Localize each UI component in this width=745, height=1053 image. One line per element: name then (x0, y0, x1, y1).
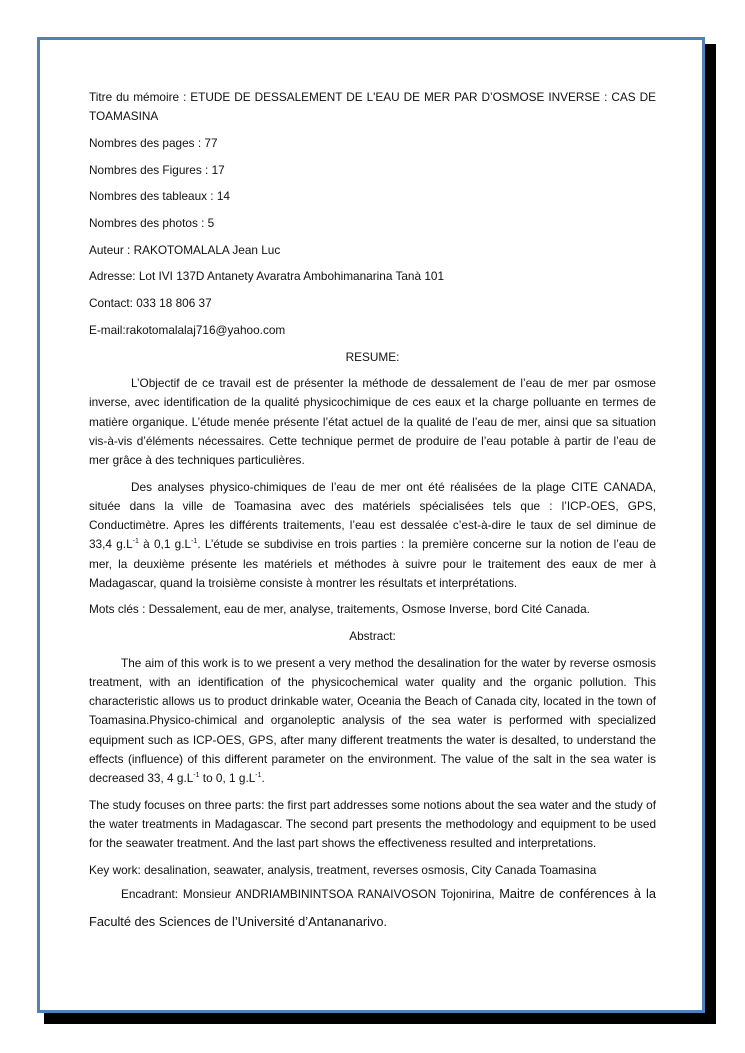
abstract-p1-text-b: to 0, 1 g.L (199, 771, 256, 786)
unit-exponent: -1 (132, 538, 139, 546)
abstract-p1-text-c: . (261, 771, 265, 786)
address: Adresse: Lot IVI 137D Antanety Avaratra Ambohimanarina Tanà 101 (89, 269, 445, 284)
unit-exponent: -1 (193, 772, 200, 780)
thesis-title: Titre du mémoire : ETUDE DE DESSALEMENT DE L'EAU DE MER PAR D’OSMOSE INVERSE : CAS DE TOAMASINA (89, 90, 656, 124)
resume-p2-text-a: Des analyses physico-chimiques de l’eau de mer ont été réalisées de la plage CITE CANADA, située dans la ville de Toamasina avec des matériels spécialisées tels que : l’ICP-OES, GPS, Conductimètre. Apres les différents traitements, l’eau est dessalée c’est-à-dire le taux de sel diminue de 33,4 g.L (89, 479, 656, 552)
abstract-paragraph-2: The study focuses on three parts: the first part addresses some notions about the sea water and the study of the water treatments in Madagascar. The second part presents the methodology and equipment to be used for the seawater treatment. And the last part shows the effectiveness resulted and interpretations. (89, 797, 656, 851)
photo-count: Nombres des photos : 5 (89, 216, 215, 231)
abstract-heading: Abstract: (349, 629, 396, 644)
supervisor (89, 880, 656, 936)
figure-count: Nombres des Figures : 17 (89, 162, 225, 177)
supervisor-title: Maitre de conférences à la Faculté des Sciences de l’Université d’Antananarivo. (89, 886, 656, 930)
supervisor-label: Encadrant: Monsieur ANDRIAMBININTSOA RANAIVOSON Tojonirina, (121, 887, 500, 902)
resume-paragraph-1: L’Objectif de ce travail est de présenter la méthode de dessalement de l’eau de mer par osmose inverse, avec identification de la qualité physicochimique de ces eaux et la charge polluante en termes de matière organique. L’étude menée présente l’état actuel de la qualité de l’eau de mer, ainsi que sa situation vis-à-vis d’éléments nécessaires. Cette technique permet de produire de l’eau potable à partir de l’eau de mer grâce à des techniques particulières. (89, 376, 656, 468)
unit-exponent: -1 (191, 538, 198, 546)
resume-p2-text-c: . L’étude se subdivise en trois parties : la première concerne sur la notion de l’eau de mer, la deuxième présente les matériels et méthodes à suivre pour le traitement des eaux de mer à Madagascar, quand la troisième consiste à montrer les résultats et interprétations. (89, 537, 656, 590)
abstract-p1-text-a: The aim of this work is to we present a very method the desalination for the water by reverse osmosis treatment, with an identification of the physicochemical water quality and the organic pollution. This characteristic allows us to product drinkable water, Oceania the Beach of Canada city, located in the town of Toamasina.Physico-chimical and organoleptic analysis of the sea water is performed with specialized equipment such as ICP-OES, GPS, after many different treatments the water is desalted, to understand the effects (influence) of this different parameter on the environment. The value of the salt in the sea water is decreased 33, 4 g.L (89, 655, 656, 786)
page-count: Nombres des pages : 77 (89, 135, 218, 150)
mots-cles: Mots clés : Dessalement, eau de mer, analyse, traitements, Osmose Inverse, bord Cité Canada. (89, 602, 590, 617)
resume-p2-text-b: à 0,1 g.L (138, 537, 192, 552)
resume-heading: RESUME: (345, 349, 400, 364)
contact: Contact: 033 18 806 37 (89, 296, 212, 311)
table-count: Nombres des tableaux : 14 (89, 189, 230, 204)
document-body (89, 88, 656, 944)
keywords: Key work: desalination, seawater, analysis, treatment, reverses osmosis, City Canada Toamasina (89, 862, 597, 877)
author: Auteur : RAKOTOMALALA Jean Luc (89, 242, 281, 257)
resume-paragraph-2 (89, 478, 656, 593)
unit-exponent: -1 (255, 772, 262, 780)
abstract-paragraph-1 (89, 654, 656, 788)
email: E-mail:rakotomalalaj716@yahoo.com (89, 322, 286, 337)
